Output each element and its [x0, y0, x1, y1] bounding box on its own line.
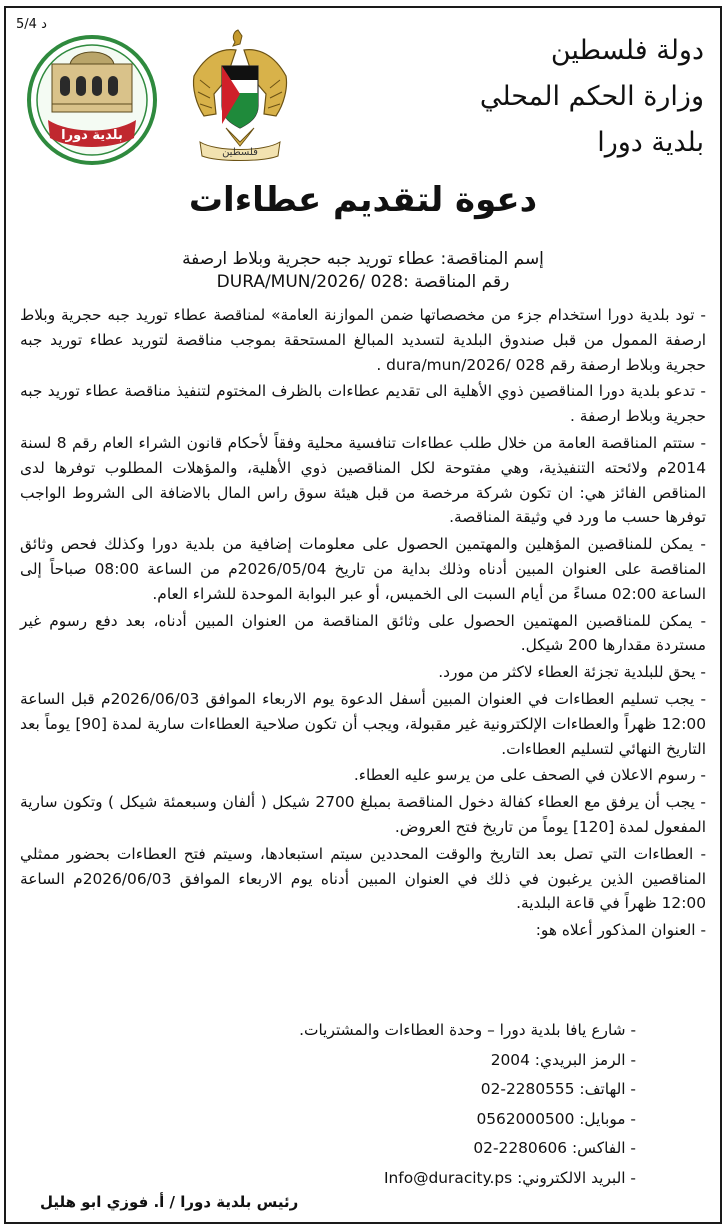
tender-name: إسم المناقصة: عطاء توريد جبه حجرية وبلاط ارصفة — [182, 249, 544, 269]
palestine-eagle-emblem-icon — [186, 24, 294, 164]
paragraph-submission: - يجب تسليم العطاءات في العنوان المبين أسفل الدعوة يوم الاربعاء الموافق 2026/06/03م قبل الساعة 12:00 ظهراً والعطاءات الإلكترونية غير مقبولة، ويجب أن تكون صلاحية العطاءات سارية لمدة [90] يوماً بعد التاريخ النهائي لتسليم العطاءات. — [20, 689, 706, 758]
address-email: - البريد الالكتروني: Info@duracity.ps — [384, 1168, 636, 1187]
signature-line: رئيس بلدية دورا / أ. فوزي ابو هليل — [40, 1193, 299, 1211]
tender-body — [20, 303, 706, 945]
seal-caption: بلدية دورا — [61, 128, 123, 143]
paragraph-ad-fees: - رسوم الاعلان في الصحف على من يرسو عليه العطاء. — [353, 766, 706, 785]
address-mobile: - موبايل: 0562000500 — [476, 1109, 636, 1128]
paragraph-procedure: - ستتم المناقصة العامة من خلال طلب عطاءات تنافسية محلية وفقاً لأحكام قانون الشراء العام رقم 8 لسنة 2014م ولائحته التنفيذية، وهي مفتوحة لكل المناقصين ذوي الأهلية، والمؤهلات المطلوب توفرها لدى المناقص الفائز هي: ان تكون شركة مرخصة من قبل هيئة سوق راس المال بالاضافة الى الشروط الواجب توفرها حسب ما ورد في وثيقة المناقصة. — [20, 433, 706, 527]
municipality-name: بلدية دورا — [597, 127, 704, 158]
issuer-header — [480, 28, 704, 166]
address-fax: - الفاكس: 2280606-02 — [473, 1139, 636, 1157]
address-phone: - الهاتف: 2280555-02 — [480, 1080, 636, 1098]
state-name: دولة فلسطين — [550, 35, 704, 66]
emblem-caption: فلسطين — [222, 147, 258, 158]
paragraph-invitation: - تدعو بلدية دورا المناقصين ذوي الأهلية الى تقديم عطاءات بالظرف المختوم لتنفيذ مناقصة عطاء توريد جبه حجرية وبلاط ارصفة . — [20, 382, 706, 426]
ministry-name: وزارة الحكم المحلي — [479, 81, 704, 112]
address-postal-code: - الرمز البريدي: 2004 — [490, 1050, 636, 1069]
address-block — [299, 1016, 636, 1193]
dura-municipality-seal-icon — [26, 34, 158, 166]
paragraph-bid-bond: - يجب أن يرفق مع العطاء كفالة دخول المناقصة بمبلغ 2700 شيكل ( ألفان وسبعمئة شيكل ) وتكون سارية المفعول لمدة [120] يوماً من تاريخ فتح العروض. — [20, 793, 706, 836]
page-number: 5/4 د — [16, 17, 47, 32]
paragraph-address-heading: - العنوان المذكور أعلاه هو: — [535, 921, 706, 940]
paragraph-split: - يحق للبلدية تجزئة العطاء لاكثر من مورد. — [438, 663, 706, 682]
paragraph-information: - يمكن للمناقصين المؤهلين والمهتمين الحصول على معلومات إضافية من بلدية دورا وكذلك فحص وثائق المناقصة على العنوان المبين أدناه وذلك بداية من تاريخ 2026/05/04م من الساعة 08:00 صباحاً إلى الساعة 02:00 مساءً من أيام السبت الى الخميس، أو عبر البوابة الموحدة للشراء العام. — [20, 535, 706, 603]
advertisement-frame — [4, 6, 722, 1224]
tender-number: رقم المناقصة :028 /DURA/MUN/2026 — [216, 272, 510, 292]
paragraph-late-bids: - العطاءات التي تصل بعد التاريخ والوقت المحددين سيتم استبعادها، وسيتم فتح العطاءات بحضور ممثلي المناقصين الذين يرغبون في ذلك في العنوان المبين أدناه يوم الاربعاء الموافق 2026/06/03م الساعة 12:00 ظهراً في قاعة البلدية. — [20, 844, 706, 913]
page-title: دعوة لتقديم عطاءات — [188, 180, 538, 220]
address-street: - شارع يافا بلدية دورا – وحدة العطاءات والمشتريات. — [299, 1021, 636, 1039]
paragraph-documents-fee: - يمكن للمناقصين المهتمين الحصول على وثائق المناقصة من العنوان المبين أدناه، بعد دفع رسوم غير مستردة مقدارها 200 شيكل. — [20, 611, 706, 655]
paragraph-funding: - تود بلدية دورا استخدام جزء من مخصصاتها ضمن الموازنة العامة» لمناقصة عطاء توريد جبه حجرية وبلاط ارصفة الممول من قبل صندوق البلدية لتسديد المبالغ المستحقة بموجب مناقصة لتوريد عطاء توريد جبه حجرية وبلاط ارصفة رقم 028 /dura/mun/2026 . — [20, 306, 706, 374]
